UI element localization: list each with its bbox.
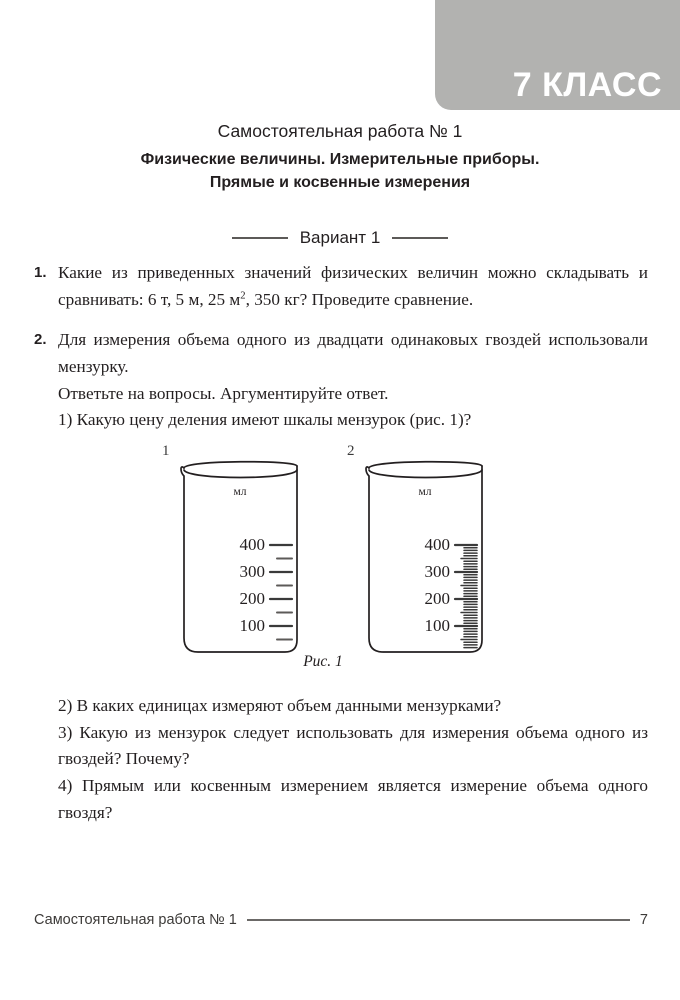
question-item-2 xyxy=(34,327,648,434)
beaker-2-tick-label-200: 200 xyxy=(424,589,450,608)
figure-beakers xyxy=(34,440,648,685)
beaker-1-tick-label-200: 200 xyxy=(239,589,265,608)
question-text-1-part-1: Какие из приведенных значений физических величин можно складывать и сравнивать: 6 т, 5 м, 25 м xyxy=(58,263,648,309)
variant-rule-left xyxy=(232,237,288,239)
beaker-1-tick-label-100: 100 xyxy=(239,616,265,635)
beaker-1-number: 1 xyxy=(162,443,170,459)
beaker-1-tick-label-400: 400 xyxy=(239,535,265,554)
title-block xyxy=(40,120,640,194)
beaker-2-number: 2 xyxy=(347,443,355,459)
question-2-sub-list xyxy=(58,693,648,826)
variant-rule-right xyxy=(392,237,448,239)
question-text-1-superscript: 2 xyxy=(240,289,246,301)
beaker-2-tick-label-400: 400 xyxy=(424,535,450,554)
question-text-1-part-2: , 350 кг? Проведите сравнение. xyxy=(245,289,474,309)
question-text-2 xyxy=(58,327,648,434)
topic-title xyxy=(40,148,640,194)
question-2-instruction: Ответьте на вопросы. Аргументируйте ответ. xyxy=(58,383,389,403)
question-2-sub-4: 4) Прямым или косвенным измерением является измерение объема одного гвоздя? xyxy=(58,775,648,822)
grade-banner xyxy=(435,0,680,110)
topic-title-line-2: Прямые и косвенные измерения xyxy=(209,173,471,191)
beakers-illustration xyxy=(34,440,648,655)
beaker-1-tick-label-300: 300 xyxy=(239,562,265,581)
footer-rule xyxy=(247,919,630,921)
variant-divider xyxy=(40,228,640,248)
page-number: 7 xyxy=(639,912,648,928)
beaker-2-tick-label-300: 300 xyxy=(424,562,450,581)
question-number-1: 1. xyxy=(34,264,47,281)
footer-title: Самостоятельная работа № 1 xyxy=(34,912,237,928)
page-footer xyxy=(34,912,648,928)
question-2-sub-1: 1) Какую цену деления имеют шкалы мензурок (рис. 1)? xyxy=(58,410,472,430)
page-title: Самостоятельная работа № 1 xyxy=(217,121,463,141)
question-item-1 xyxy=(34,260,648,313)
grade-banner-label: 7 КЛАСС xyxy=(512,66,662,104)
question-text-1 xyxy=(58,260,648,313)
question-2-stem: Для измерения объема одного из двадцати одинаковых гвоздей использовали мензурку. xyxy=(58,330,648,376)
beaker-2-tick-label-100: 100 xyxy=(424,616,450,635)
question-2-sub-3: 3) Какую из мензурок следует использовать для измерения объема одного из гвоздей? Почему? xyxy=(58,722,648,769)
question-2-sub-2: 2) В каких единицах измеряют объем данными мензурками? xyxy=(58,696,502,715)
variant-label: Вариант 1 xyxy=(299,228,381,247)
figure-caption: Рис. 1 xyxy=(303,653,343,670)
beaker-2-minor-ticks xyxy=(461,548,477,648)
question-list xyxy=(34,260,648,448)
topic-title-line-1: Физические величины. Измерительные приборы. xyxy=(140,150,540,168)
beaker-2-unit-label: мл xyxy=(418,486,432,498)
beaker-1-unit-label: мл xyxy=(233,486,247,498)
question-number-2: 2. xyxy=(34,331,47,349)
